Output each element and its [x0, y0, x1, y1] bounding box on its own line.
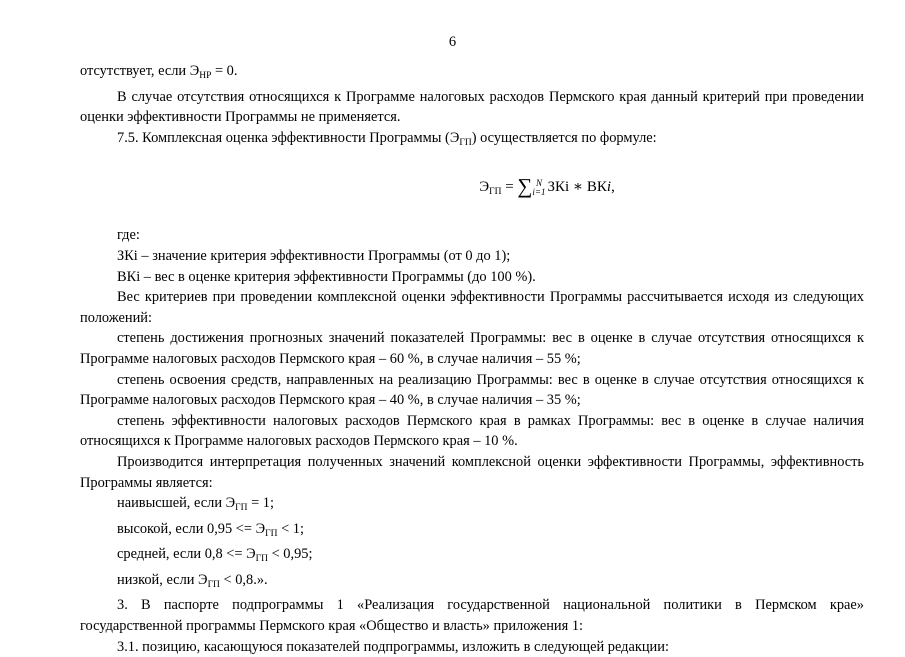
formula-term-zk: ЗКi	[547, 179, 570, 196]
text-run: < 1;	[277, 520, 304, 537]
formula-eq: =	[501, 179, 518, 196]
where-label: где:	[117, 227, 140, 244]
paragraph-3-1: 3.1. позицию, касающуюся показателей подпрограммы, изложить в следующей редакции:	[117, 638, 669, 655]
paragraph-subprogram-passport: 3. В паспорте подпрограммы 1 «Реализация государственной национальной политики в Пермском крае» государственной программы Пермского края «Общество и власть» приложения 1:	[80, 597, 864, 635]
text-run: наивысшей, если Э	[117, 495, 236, 512]
paragraph-no-tax-expenses: В случае отсутствия относящихся к Программе налоговых расходов Пермского края данный критерий при проведении оценки эффективности Программы не применяется.	[80, 88, 864, 126]
subscript: ГП	[235, 503, 248, 514]
formula-lhs-sub: ГП	[489, 187, 502, 198]
sum-upper: N	[535, 177, 542, 188]
level-low	[80, 570, 864, 596]
text-run: высокой, если 0,95 <= Э	[117, 520, 266, 537]
sum-limits	[532, 179, 545, 197]
paragraph-interpretation: Производится интерпретация полученных значений комплексной оценки эффективности Программы, эффективность Программы является:	[80, 453, 864, 491]
formula	[80, 167, 864, 205]
line-continuation	[80, 61, 864, 87]
sum-symbol: ∑	[517, 174, 533, 199]
subscript: ГП	[459, 137, 472, 148]
subscript: НР	[199, 71, 212, 81]
text-run: < 0,8.».	[219, 571, 268, 588]
text-run: = 1;	[247, 495, 274, 512]
subscript: ГП	[265, 528, 278, 539]
def-vk: ВКi – вес в оценке критерия эффективности Программы (до 100 %).	[117, 268, 536, 285]
text-run: низкой, если Э	[117, 571, 208, 588]
level-highest	[80, 493, 864, 519]
text-run: 7.5. Комплексная оценка эффективности Программы (Э	[117, 129, 460, 146]
formula-lhs: Э	[479, 179, 490, 196]
text-run: < 0,95;	[267, 546, 313, 563]
level-mid	[80, 544, 864, 570]
paragraph-7-5	[80, 128, 864, 154]
level-high	[80, 519, 864, 545]
text-run: средней, если 0,8 <= Э	[117, 546, 256, 563]
text-run: = 0.	[211, 63, 238, 79]
paragraph-degree-2: степень освоения средств, направленных на реализацию Программы: вес в оценке в случае отсутствия относящихся к Программе налоговых расходов Пермского края – 40 %, в случае наличия – 35 %;	[80, 371, 864, 409]
paragraph-degree-1: степень достижения прогнозных значений показателей Программы: вес в оценке в случае отсутствия относящихся к Программе налоговых расходов Пермского края – 60 %, в случае наличия – 55 %;	[80, 330, 864, 367]
formula-term-vk-index: i	[606, 179, 612, 196]
formula-term-vk: ВК	[586, 179, 607, 196]
sum-lower: i=1	[532, 186, 546, 197]
paragraph-degree-3: степень эффективности налоговых расходов Пермского края в рамках Программы: вес в оценке в случае наличия относящихся к Программе налоговых расходов Пермского края – 10 %.	[80, 412, 864, 450]
subscript: ГП	[255, 554, 268, 565]
paragraph-weights: Вес критериев при проведении комплексной оценки эффективности Программы рассчитывается исходя из следующих положений:	[80, 289, 864, 326]
formula-tail: ,	[611, 179, 615, 196]
text-run: ) осуществляется по формуле:	[471, 129, 657, 146]
document-body	[80, 61, 864, 657]
page-number: 6	[448, 34, 457, 50]
text-run: отсутствует, если Э	[80, 63, 200, 79]
def-zk: ЗКi – значение критерия эффективности Программы (от 0 до 1);	[117, 247, 511, 264]
subscript: ГП	[207, 579, 220, 590]
formula-op: ∗	[569, 179, 587, 196]
